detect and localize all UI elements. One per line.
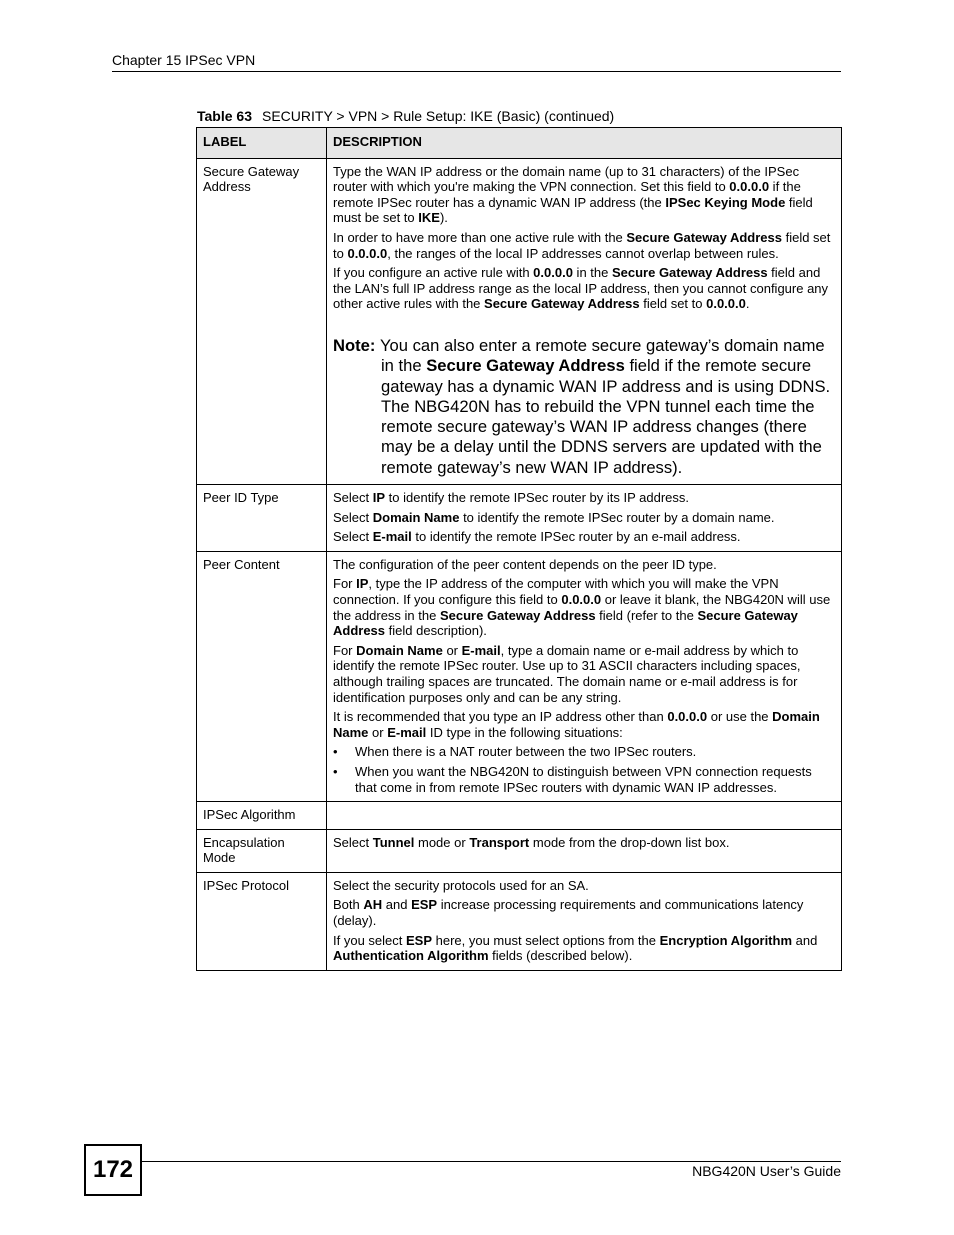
label-column-header: LABEL [197,128,327,159]
table-title: SECURITY > VPN > Rule Setup: IKE (Basic) (continued) [262,108,615,124]
description-paragraph: For Domain Name or E-mail, type a domain name or e-mail address by which to identify the remote IPSec router. Use up to 31 ASCII characters including spaces, although trailing spaces are truncated. The domain name or e-mail address is for identification purposes only and can be any string. [333,642,801,705]
description-paragraph: The configuration of the peer content depends on the peer ID type. [333,556,717,572]
table-number: Table 63 [197,108,252,124]
guide-title: NBG420N User’s Guide [692,1163,841,1179]
table-caption [197,108,614,124]
description-paragraph: For IP, type the IP address of the computer with which you will make the VPN connection. If you configure this field to 0.0.0.0 or leave it blank, the NBG420N will use the address in the Secure Gateway Address field (refer to the Secure Gateway Address field description). [333,576,831,639]
list-item [333,744,835,760]
table-row [197,872,842,970]
note-block: Note: You can also enter a remote secure gateway’s domain name in the Secure Gateway Address field if the remote secure gateway has a dynamic WAN IP address and is using DDNS. The NBG420N has to rebuild the VPN tunnel each time the remote secure gateway’s WAN IP address changes (there may be a delay until the DDNS servers are updated with the remote gateway’s new WAN IP address). [333,335,831,477]
description-paragraph: Both AH and ESP increase processing requirements and communications latency (delay). [333,897,804,929]
description-paragraph: If you select ESP here, you must select options from the Encryption Algorithm and Authentication Algorithm fields (described below). [333,932,818,964]
table-header-row [197,128,842,159]
row-description [327,485,842,552]
description-paragraph: Select E-mail to identify the remote IPSec router by an e-mail address. [333,529,741,545]
row-label: Encapsulation Mode [197,829,327,872]
row-label: Peer Content [197,551,327,801]
row-label: IPSec Protocol [197,872,327,970]
settings-table [196,127,842,971]
row-description [327,551,842,801]
table-row [197,485,842,552]
bullet-marker: • [333,763,338,779]
description-paragraph: If you configure an active rule with 0.0.0.0 in the Secure Gateway Address field and the LAN’s full IP address range as the local IP address, then you cannot configure any other active rules with the Secure Gateway Address field set to 0.0.0.0. [333,265,829,312]
description-paragraph: Select IP to identify the remote IPSec router by its IP address. [333,490,690,506]
table-row [197,551,842,801]
row-label: IPSec Algorithm [197,802,327,830]
footer-rule [140,1161,841,1162]
description-paragraph: In order to have more than one active rule with the Secure Gateway Address field set to 0.0.0.0, the ranges of the local IP addresses cannot overlap between rules. [333,229,831,261]
bullet-list [333,744,835,795]
header-rule [112,71,841,72]
row-description [327,829,842,872]
row-label: Secure Gateway Address [197,158,327,484]
description-paragraph: It is recommended that you type an IP address other than 0.0.0.0 or use the Domain Name or E-mail ID type in the following situations: [333,709,820,740]
row-description [327,158,842,484]
table-row [197,158,842,484]
table-row [197,829,842,872]
chapter-header: Chapter 15 IPSec VPN [112,52,256,68]
list-item [333,764,835,795]
table-row [197,802,842,830]
description-paragraph: Select Tunnel mode or Transport mode from the drop-down list box. [333,834,730,850]
page-number: 172 [84,1144,142,1196]
list-item-text: When you want the NBG420N to distinguish between VPN connection requests that come in from remote IPSec routers with dynamic WAN IP addresses. [355,763,812,795]
description-paragraph: Type the WAN IP address or the domain name (up to 31 characters) of the IPSec router with which you're making the VPN connection. Set this field to 0.0.0.0 if the remote IPSec router has a dynamic WAN IP address (the IPSec Keying Mode field must be set to IKE). [333,163,813,226]
row-description [327,802,842,830]
row-description [327,872,842,970]
list-item-text: When there is a NAT router between the two IPSec routers. [355,744,697,760]
description-paragraph: Select the security protocols used for an SA. [333,877,589,893]
description-paragraph: Select Domain Name to identify the remote IPSec router by a domain name. [333,509,775,525]
row-label: Peer ID Type [197,485,327,552]
bullet-marker: • [333,744,338,760]
description-column-header: DESCRIPTION [327,128,842,159]
